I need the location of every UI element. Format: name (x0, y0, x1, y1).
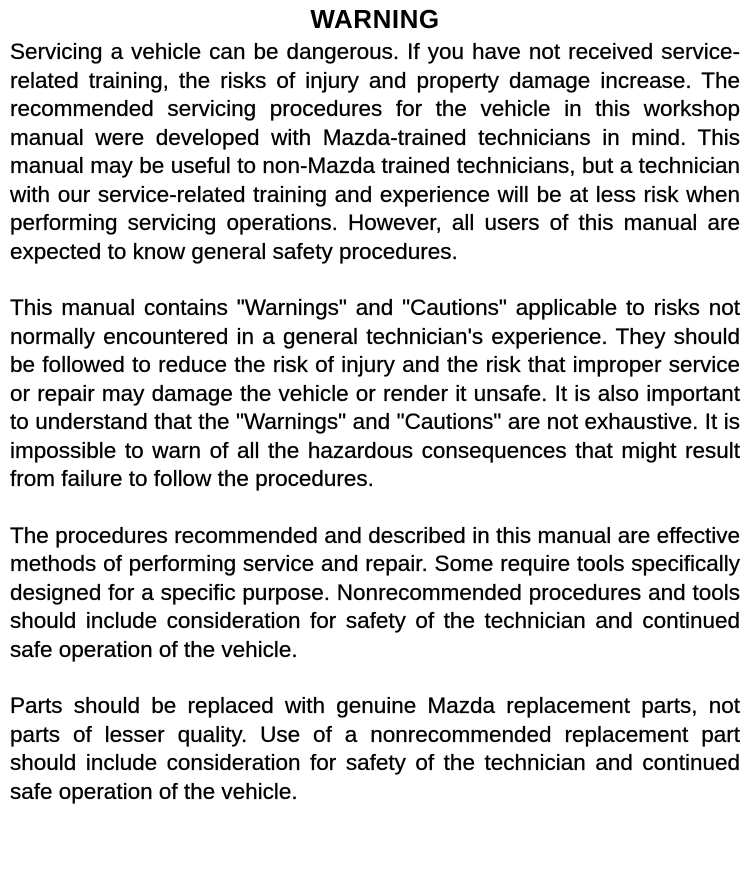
paragraph-recommended-procedures: The procedures recommended and described in this manual are effective methods of performing service and repair. Some require tools specifically designed for a specific purpose. Nonrecommended procedures and tools should include consideration for safety of the technician and continued safe operation of the vehicle. (10, 522, 740, 662)
paragraph-genuine-parts: Parts should be replaced with genuine Mazda replacement parts, not parts of lesser quality. Use of a nonrecommended replacement part should include consideration for safety of the technician and continued safe operation of the vehicle. (10, 693, 740, 804)
paragraph-warnings-cautions: This manual contains "Warnings" and "Cautions" applicable to risks not normally encountered in a general technician's experience. They should be followed to reduce the risk of injury and the risk that improper service or repair may damage the vehicle or render it unsafe. It is also important to understand that the "Warnings" and "Cautions" are not exhaustive. It is impossible to warn of all the hazardous consequences that might result from failure to follow the procedures. (10, 295, 740, 491)
paragraph-spacer (10, 494, 740, 522)
paragraph-spacer (10, 664, 740, 692)
paragraph-spacer (10, 266, 740, 294)
paragraph-servicing-danger: Servicing a vehicle can be dangerous. If you have not received service-related training, the risks of injury and property damage increase. The recommended servicing procedures for the vehicle in this workshop manual were developed with Mazda-trained technicians in mind. This manual may be useful to non-Mazda trained technicians, but a technician with our service-related training and experience will be at less risk when performing servicing operations. However, all users of this manual are expected to know general safety procedures. (10, 39, 740, 264)
warning-title: WARNING (310, 4, 440, 34)
warning-document (10, 4, 740, 806)
